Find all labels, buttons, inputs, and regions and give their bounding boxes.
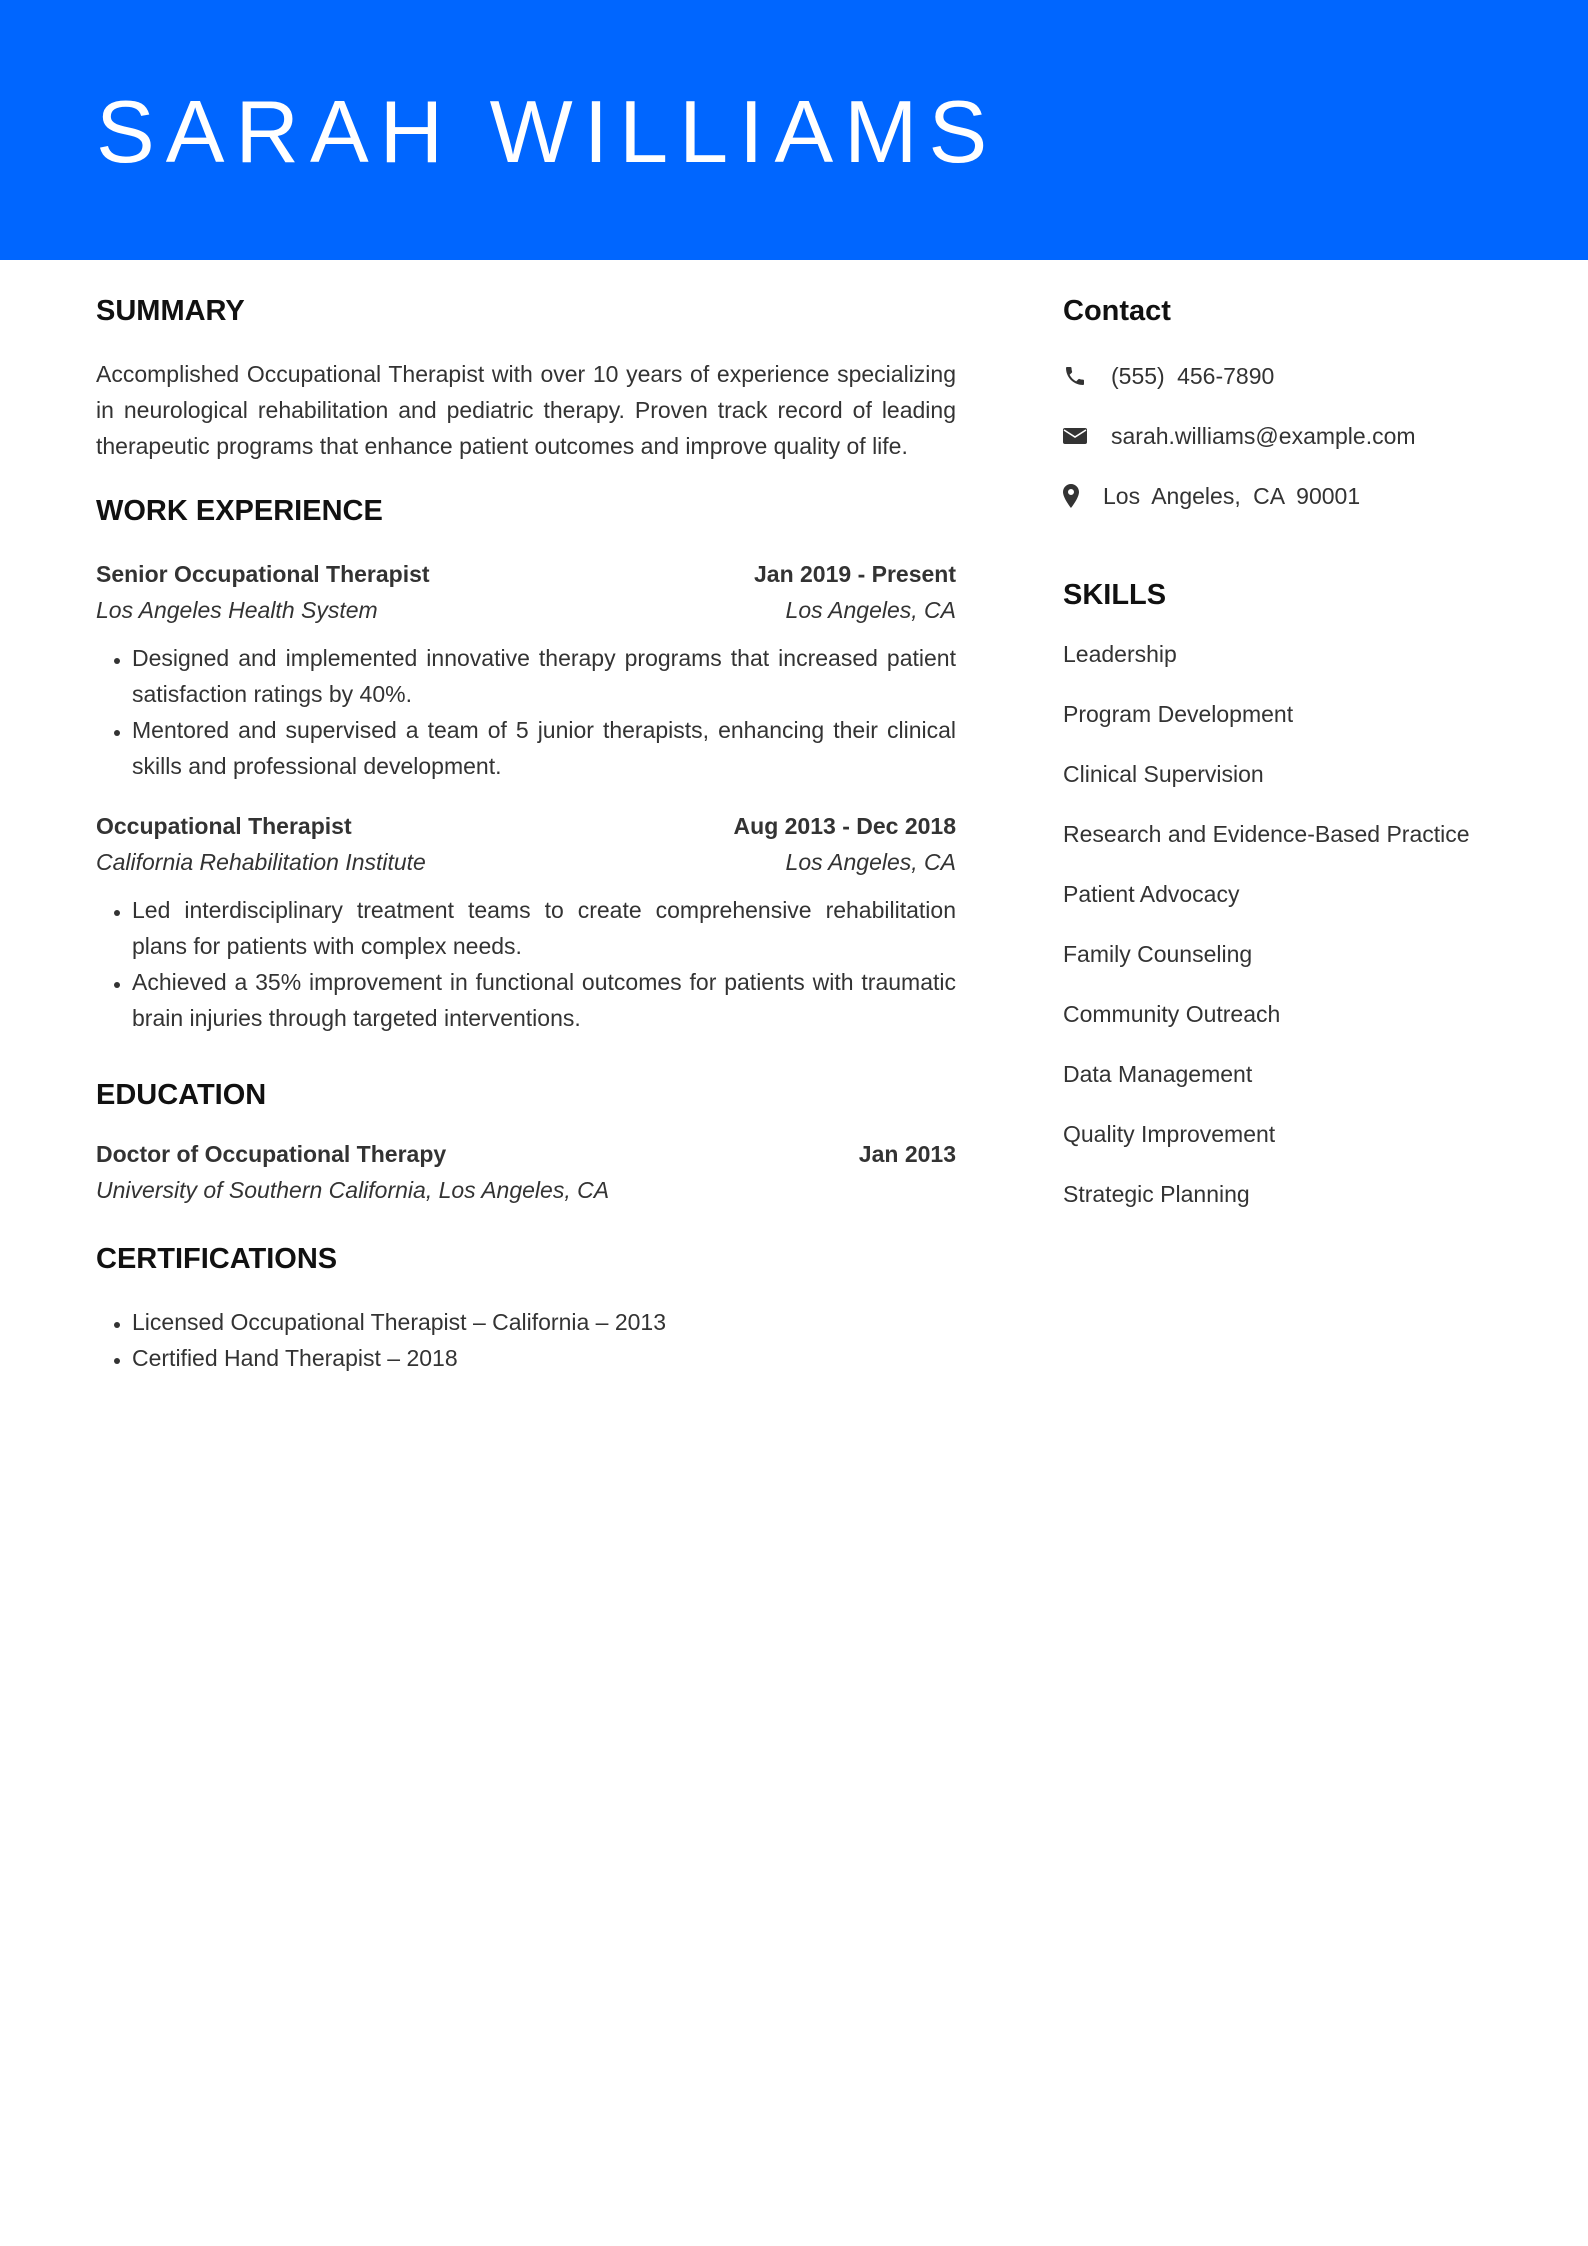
job-bullets	[96, 892, 956, 1036]
job-role: Senior Occupational Therapist	[96, 561, 430, 587]
education-date: Jan 2013	[858, 1141, 956, 1167]
certifications-heading: CERTIFICATIONS	[96, 1243, 338, 1275]
job-bullet: • Achieved a 35% improvement in functional outcomes for patients with traumatic brain injuries through targeted interventions.	[132, 964, 956, 1036]
contact-heading: Contact	[1063, 295, 1171, 327]
header-banner	[0, 0, 1588, 260]
contact-location-text: Los Angeles, CA 90001	[1103, 483, 1361, 509]
contact-phone	[1063, 358, 1523, 394]
skill-item: Quality Improvement	[1063, 1121, 1276, 1147]
job-company: California Rehabilitation Institute	[96, 849, 426, 875]
education-school-row	[96, 1172, 956, 1208]
job-entry	[96, 556, 956, 784]
job-title-row	[96, 808, 956, 844]
contact-location	[1063, 478, 1523, 514]
contact-phone-text: (555) 456-7890	[1111, 363, 1275, 389]
experience-heading: WORK EXPERIENCE	[96, 495, 383, 527]
skill-item: Family Counseling	[1063, 941, 1253, 967]
job-dates: Jan 2019 - Present	[753, 561, 956, 587]
job-dates: Aug 2013 - Dec 2018	[733, 813, 956, 839]
contact-section	[1063, 290, 1523, 514]
certifications-section	[96, 1238, 956, 1376]
job-location: Los Angeles, CA	[785, 849, 956, 875]
phone-icon	[1063, 363, 1089, 389]
job-bullet: • Designed and implemented innovative therapy programs that increased patient satisfaction ratings by 40%.	[132, 640, 956, 712]
skill-item: Leadership	[1063, 641, 1177, 667]
job-bullet: • Mentored and supervised a team of 5 junior therapists, enhancing their clinical skills and professional development.	[132, 712, 956, 784]
skill-item: Strategic Planning	[1063, 1181, 1250, 1207]
job-company-row	[96, 592, 956, 628]
map-pin-icon	[1063, 483, 1081, 509]
certifications-list	[96, 1304, 956, 1376]
skill-item: Program Development	[1063, 701, 1294, 727]
certification-item: • Licensed Occupational Therapist – California – 2013	[132, 1304, 956, 1340]
skills-list	[1063, 636, 1523, 1212]
job-title-row	[96, 556, 956, 592]
summary-heading: SUMMARY	[96, 295, 245, 327]
job-bullet: • Led interdisciplinary treatment teams to create comprehensive rehabilitation plans for patients with complex needs.	[132, 892, 956, 964]
job-entry	[96, 808, 956, 1036]
candidate-name: SARAH WILLIAMS	[96, 82, 999, 181]
skills-heading: SKILLS	[1063, 579, 1167, 611]
skill-item: Research and Evidence-Based Practice	[1063, 821, 1470, 847]
experience-section	[96, 490, 956, 1036]
job-company-row	[96, 844, 956, 880]
job-company: Los Angeles Health System	[96, 597, 378, 623]
skill-item: Community Outreach	[1063, 1001, 1281, 1027]
main-column	[96, 290, 956, 1376]
education-school: University of Southern California, Los Angeles, CA	[96, 1177, 610, 1203]
envelope-icon	[1063, 423, 1089, 449]
sidebar-column	[1063, 290, 1523, 1212]
certification-item: • Certified Hand Therapist – 2018	[132, 1340, 956, 1376]
contact-email-link[interactable]: sarah.williams@example.com	[1111, 423, 1416, 449]
summary-section	[96, 290, 956, 464]
skills-section	[1063, 574, 1523, 1212]
education-heading: EDUCATION	[96, 1079, 267, 1111]
skill-item: Clinical Supervision	[1063, 761, 1264, 787]
education-degree: Doctor of Occupational Therapy	[96, 1141, 447, 1167]
contact-email	[1063, 418, 1523, 454]
skill-item: Data Management	[1063, 1061, 1253, 1087]
summary-text: Accomplished Occupational Therapist with over 10 years of experience specializing in neurological rehabilitation and pediatric therapy. Proven track record of leading therapeutic programs that enhance patient outcomes and improve quality of life.	[96, 361, 956, 459]
education-section	[96, 1074, 956, 1208]
job-location: Los Angeles, CA	[785, 597, 956, 623]
skill-item: Patient Advocacy	[1063, 881, 1240, 907]
education-degree-row	[96, 1136, 956, 1172]
job-role: Occupational Therapist	[96, 813, 352, 839]
job-bullets	[96, 640, 956, 784]
